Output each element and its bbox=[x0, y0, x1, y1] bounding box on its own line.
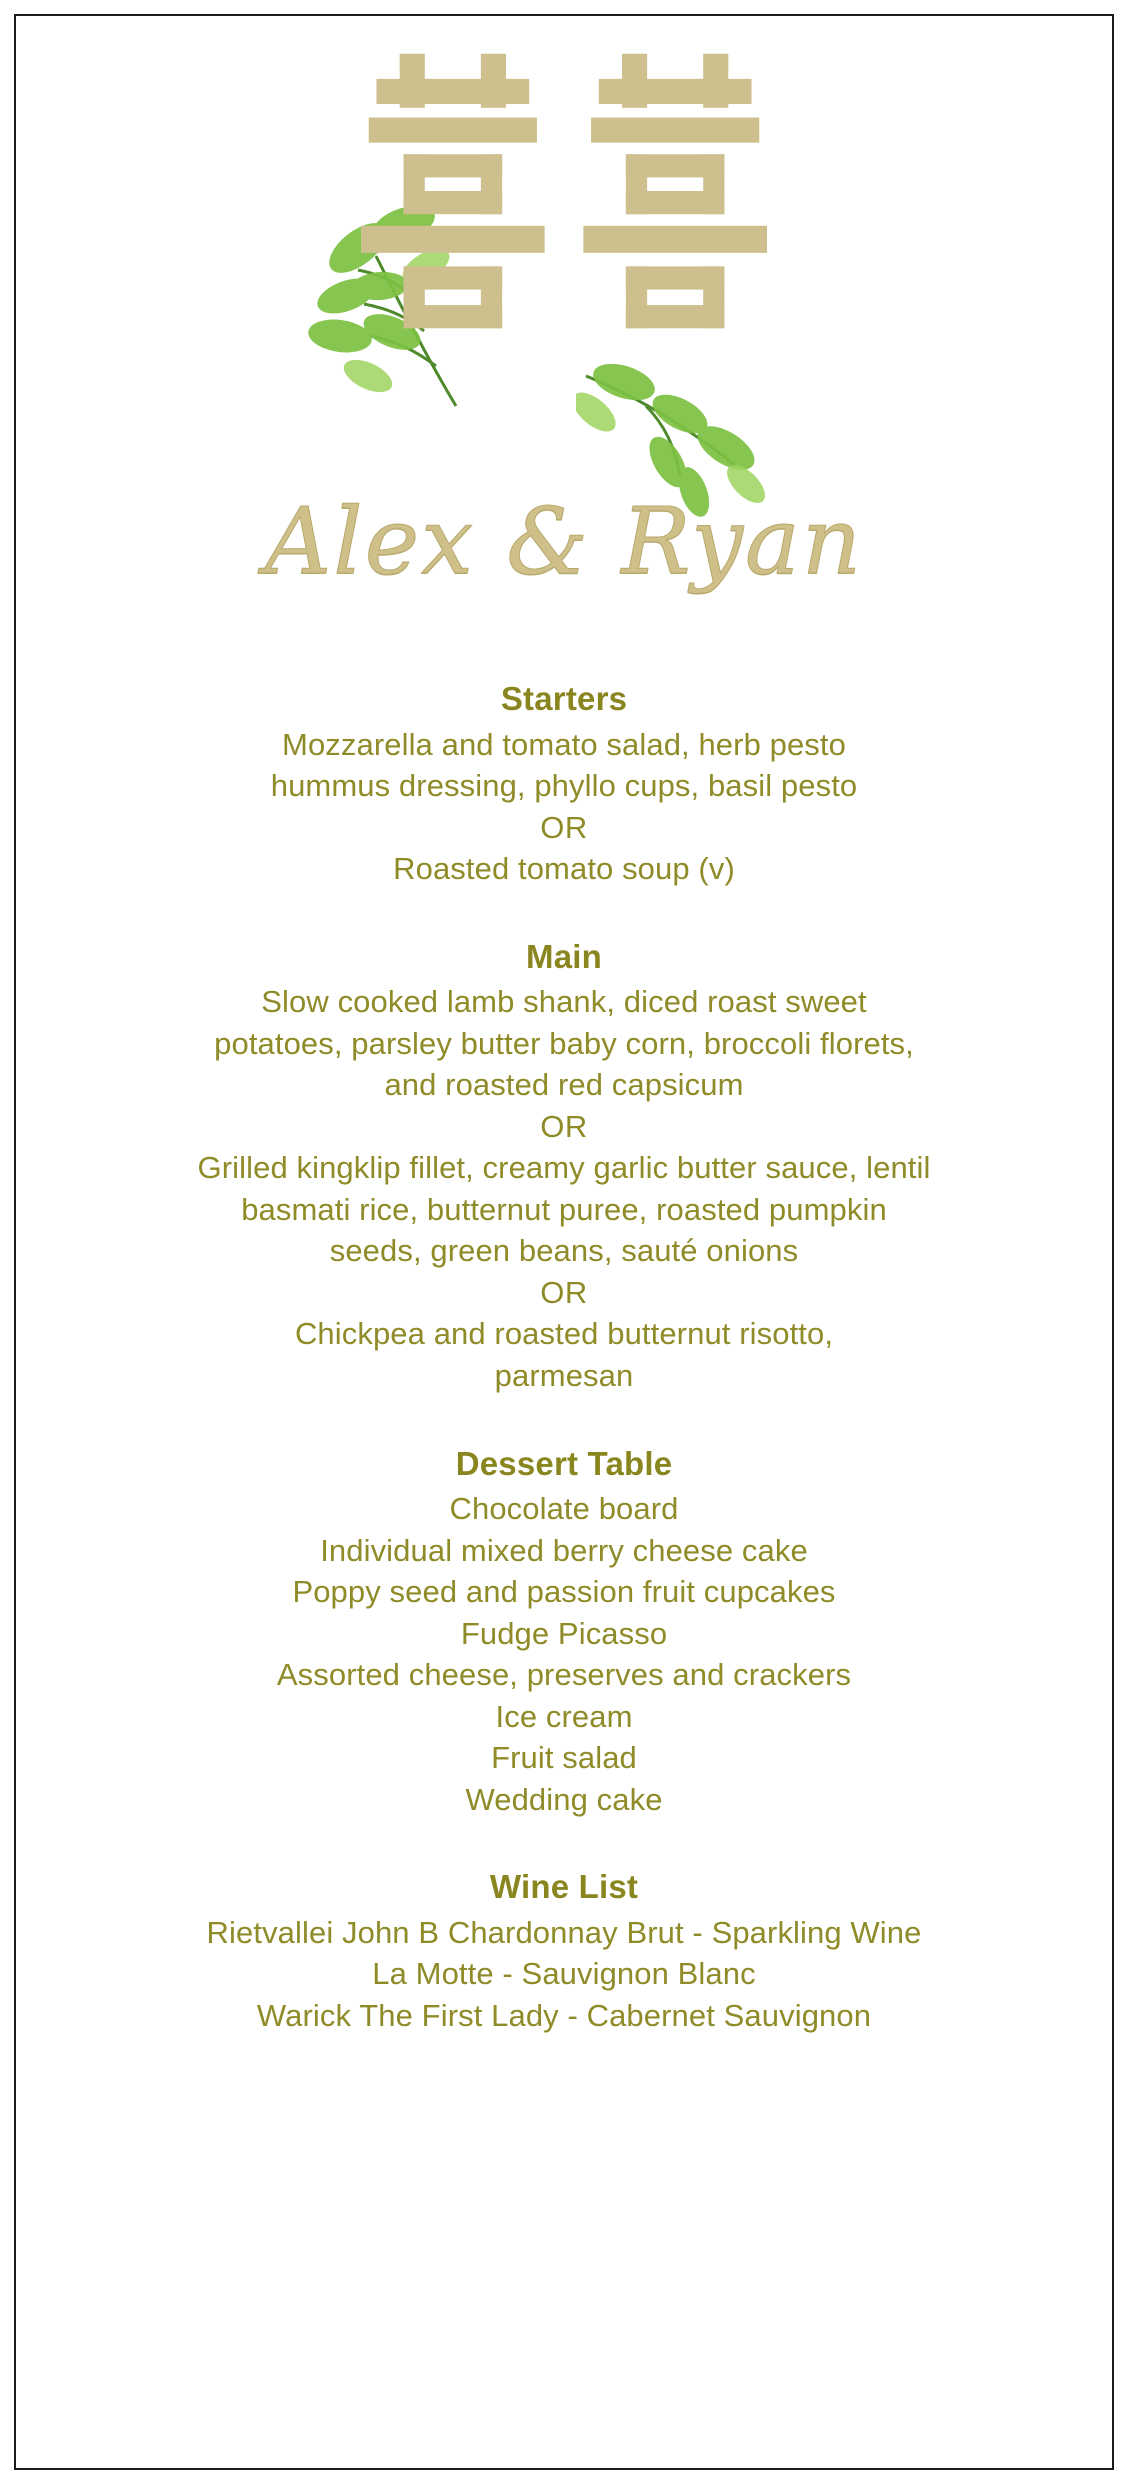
menu-line: Grilled kingklip fillet, creamy garlic butter sauce, lentil bbox=[197, 1150, 931, 1186]
section-title: Main bbox=[526, 937, 602, 975]
menu-line: Mozzarella and tomato salad, herb pesto bbox=[282, 726, 846, 762]
header-logo-block bbox=[16, 16, 1112, 676]
menu-card bbox=[14, 14, 1114, 2470]
menu-line: potatoes, parsley butter baby corn, broccoli florets, bbox=[214, 1025, 914, 1061]
section-title: Dessert Table bbox=[455, 1444, 673, 1482]
menu-line: hummus dressing, phyllo cups, basil pesto bbox=[270, 768, 858, 804]
menu-line: Fudge Picasso bbox=[460, 1615, 668, 1651]
menu-line-or: OR bbox=[540, 1108, 588, 1144]
menu-line: Ice cream bbox=[495, 1698, 633, 1734]
section-title: Wine List bbox=[489, 1868, 639, 1906]
section-title: Starters bbox=[500, 680, 628, 717]
menu-line: Chickpea and roasted butternut risotto, bbox=[294, 1316, 834, 1352]
menu-line: parmesan bbox=[494, 1357, 634, 1393]
menu-section-starters bbox=[38, 676, 1090, 890]
menu-line-or: OR bbox=[540, 809, 588, 845]
menu-section-main bbox=[38, 934, 1090, 1397]
menu-content bbox=[16, 676, 1112, 2036]
menu-line: Poppy seed and passion fruit cupcakes bbox=[292, 1574, 836, 1610]
menu-line: and roasted red capsicum bbox=[384, 1067, 744, 1103]
menu-line: basmati rice, butternut puree, roasted pumpkin bbox=[241, 1191, 887, 1227]
menu-section-wine bbox=[38, 1864, 1090, 2036]
menu-line: Wedding cake bbox=[465, 1781, 663, 1817]
menu-line: Warick The First Lady - Cabernet Sauvignon bbox=[256, 1997, 872, 2033]
menu-line: seeds, green beans, sauté onions bbox=[329, 1233, 799, 1269]
menu-line: Individual mixed berry cheese cake bbox=[320, 1532, 808, 1568]
menu-line: Roasted tomato soup (v) bbox=[393, 851, 735, 887]
menu-line: Chocolate board bbox=[449, 1491, 679, 1527]
menu-line: Slow cooked lamb shank, diced roast sweet bbox=[261, 984, 867, 1020]
menu-line: La Motte - Sauvignon Blanc bbox=[372, 1956, 756, 1992]
menu-line: Rietvallei John B Chardonnay Brut - Sparkling Wine bbox=[206, 1914, 922, 1950]
menu-line: Assorted cheese, preserves and crackers bbox=[276, 1657, 852, 1693]
couple-names: Alex & Ryan bbox=[264, 488, 864, 595]
double-happiness-icon bbox=[354, 46, 774, 336]
menu-section-dessert bbox=[38, 1441, 1090, 1821]
menu-line-or: OR bbox=[540, 1274, 588, 1310]
menu-line: Fruit salad bbox=[491, 1740, 637, 1776]
